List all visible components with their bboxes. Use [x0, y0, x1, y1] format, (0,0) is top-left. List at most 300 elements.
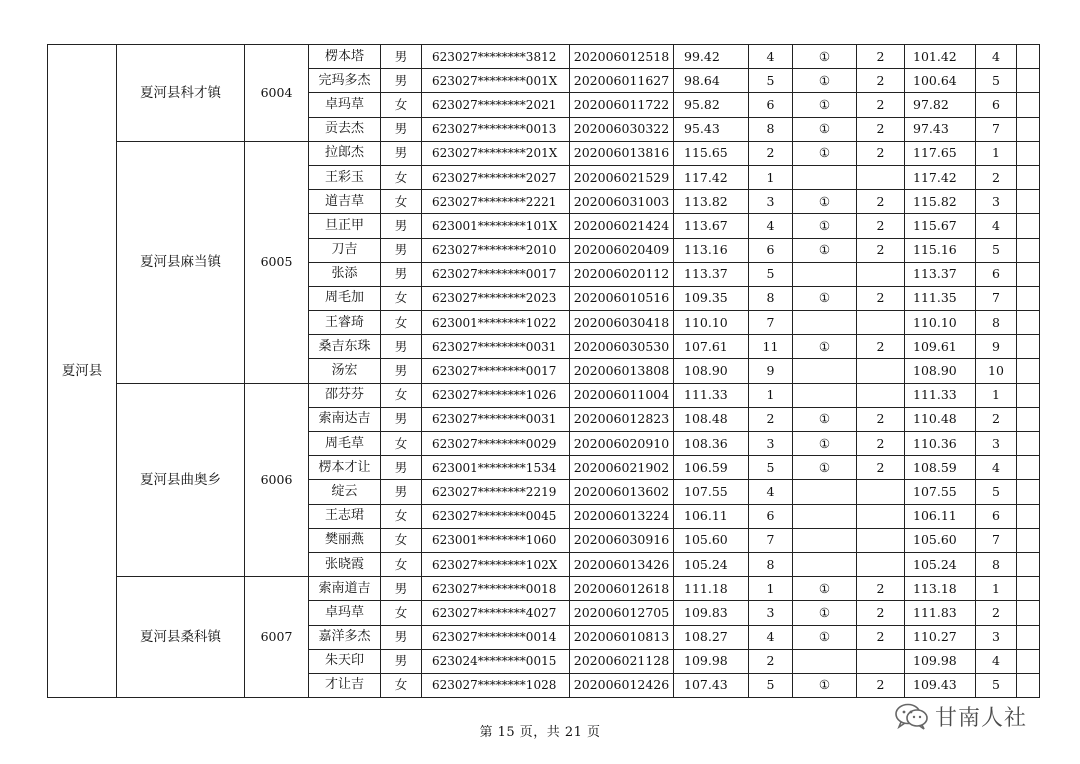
- remarks-cell: [1017, 141, 1040, 165]
- bonus-points-cell: 2: [857, 673, 905, 697]
- page-footer: 第 15 页，共 21 页: [479, 725, 601, 740]
- bonus-points-cell: 2: [857, 456, 905, 480]
- remarks-cell: [1017, 335, 1040, 359]
- gender-cell: 男: [381, 69, 422, 93]
- remarks-cell: [1017, 649, 1040, 673]
- written-rank-cell: 1: [749, 577, 793, 601]
- bonus-type-cell: ①: [793, 214, 857, 238]
- remarks-cell: [1017, 311, 1040, 335]
- written-rank-cell: 3: [749, 190, 793, 214]
- remarks-cell: [1017, 165, 1040, 189]
- admission-number-cell: 202006021902: [570, 456, 674, 480]
- written-rank-cell: 3: [749, 432, 793, 456]
- final-rank-cell: 4: [976, 214, 1017, 238]
- total-score-cell: 105.60: [905, 528, 976, 552]
- wechat-icon: [893, 702, 931, 730]
- final-rank-cell: 4: [976, 456, 1017, 480]
- bonus-points-cell: 2: [857, 625, 905, 649]
- candidate-name: 张添: [309, 262, 381, 286]
- candidate-name: 王志珺: [309, 504, 381, 528]
- unit-cell: 夏河县曲奥乡: [117, 383, 245, 577]
- final-rank-cell: 5: [976, 480, 1017, 504]
- gender-cell: 女: [381, 552, 422, 576]
- total-score-cell: 108.90: [905, 359, 976, 383]
- total-score-cell: 110.10: [905, 311, 976, 335]
- remarks-cell: [1017, 69, 1040, 93]
- bonus-type-cell: ①: [793, 69, 857, 93]
- table-row: [48, 383, 1040, 407]
- id-number-cell: 623027********0018: [422, 577, 570, 601]
- total-score-cell: 109.61: [905, 335, 976, 359]
- total-score-cell: 108.59: [905, 456, 976, 480]
- id-number-cell: 623027********201X: [422, 141, 570, 165]
- gender-cell: 男: [381, 117, 422, 141]
- bonus-type-cell: ①: [793, 673, 857, 697]
- candidate-name: 贡去杰: [309, 117, 381, 141]
- admission-number-cell: 202006021529: [570, 165, 674, 189]
- id-number-cell: 623027********4027: [422, 601, 570, 625]
- written-score-cell: 108.36: [674, 432, 749, 456]
- remarks-cell: [1017, 117, 1040, 141]
- id-number-cell: 623027********2221: [422, 190, 570, 214]
- total-score-cell: 115.67: [905, 214, 976, 238]
- remarks-cell: [1017, 504, 1040, 528]
- watermark: [893, 701, 1027, 731]
- id-number-cell: 623001********1534: [422, 456, 570, 480]
- written-rank-cell: 3: [749, 601, 793, 625]
- total-score-cell: 111.35: [905, 286, 976, 310]
- written-score-cell: 108.27: [674, 625, 749, 649]
- id-number-cell: 623027********0031: [422, 335, 570, 359]
- id-number-cell: 623027********1028: [422, 673, 570, 697]
- candidate-name: 嘉洋多杰: [309, 625, 381, 649]
- bonus-type-cell: ①: [793, 45, 857, 69]
- admission-number-cell: 202006011004: [570, 383, 674, 407]
- gender-cell: 男: [381, 577, 422, 601]
- admission-number-cell: 202006030418: [570, 311, 674, 335]
- bonus-type-cell: ①: [793, 407, 857, 431]
- written-rank-cell: 4: [749, 480, 793, 504]
- gender-cell: 女: [381, 432, 422, 456]
- remarks-cell: [1017, 262, 1040, 286]
- candidate-name: 绽云: [309, 480, 381, 504]
- written-rank-cell: 11: [749, 335, 793, 359]
- candidate-name: 王彩玉: [309, 165, 381, 189]
- bonus-points-cell: 2: [857, 117, 905, 141]
- final-rank-cell: 1: [976, 577, 1017, 601]
- candidate-name: 桑吉东珠: [309, 335, 381, 359]
- candidate-name: 刀吉: [309, 238, 381, 262]
- admission-number-cell: 202006031003: [570, 190, 674, 214]
- id-number-cell: 623027********3812: [422, 45, 570, 69]
- gender-cell: 男: [381, 214, 422, 238]
- bonus-points-cell: 2: [857, 432, 905, 456]
- total-score-cell: 115.16: [905, 238, 976, 262]
- final-rank-cell: 4: [976, 649, 1017, 673]
- bonus-type-cell: [793, 165, 857, 189]
- final-rank-cell: 2: [976, 601, 1017, 625]
- total-score-cell: 111.83: [905, 601, 976, 625]
- gender-cell: 女: [381, 93, 422, 117]
- results-table: [47, 44, 1040, 698]
- written-score-cell: 108.90: [674, 359, 749, 383]
- bonus-points-cell: 2: [857, 190, 905, 214]
- bonus-type-cell: ①: [793, 625, 857, 649]
- position-code-cell: 6005: [245, 141, 309, 383]
- gender-cell: 男: [381, 262, 422, 286]
- written-rank-cell: 2: [749, 407, 793, 431]
- bonus-points-cell: 2: [857, 335, 905, 359]
- written-score-cell: 109.35: [674, 286, 749, 310]
- gender-cell: 女: [381, 286, 422, 310]
- candidate-name: 周毛草: [309, 432, 381, 456]
- admission-number-cell: 202006010813: [570, 625, 674, 649]
- gender-cell: 男: [381, 359, 422, 383]
- bonus-points-cell: [857, 311, 905, 335]
- remarks-cell: [1017, 238, 1040, 262]
- admission-number-cell: 202006012705: [570, 601, 674, 625]
- bonus-points-cell: 2: [857, 601, 905, 625]
- final-rank-cell: 3: [976, 625, 1017, 649]
- id-number-cell: 623027********0017: [422, 359, 570, 383]
- gender-cell: 女: [381, 601, 422, 625]
- final-rank-cell: 6: [976, 93, 1017, 117]
- candidate-name: 道吉草: [309, 190, 381, 214]
- final-rank-cell: 1: [976, 383, 1017, 407]
- gender-cell: 女: [381, 528, 422, 552]
- remarks-cell: [1017, 601, 1040, 625]
- remarks-cell: [1017, 383, 1040, 407]
- final-rank-cell: 9: [976, 335, 1017, 359]
- written-rank-cell: 4: [749, 45, 793, 69]
- bonus-type-cell: ①: [793, 190, 857, 214]
- gender-cell: 男: [381, 141, 422, 165]
- total-score-cell: 109.98: [905, 649, 976, 673]
- position-code-cell: 6004: [245, 45, 309, 142]
- final-rank-cell: 6: [976, 504, 1017, 528]
- admission-number-cell: 202006013816: [570, 141, 674, 165]
- id-number-cell: 623027********2021: [422, 93, 570, 117]
- admission-number-cell: 202006020112: [570, 262, 674, 286]
- remarks-cell: [1017, 214, 1040, 238]
- id-number-cell: 623027********2010: [422, 238, 570, 262]
- bonus-type-cell: [793, 552, 857, 576]
- bonus-points-cell: [857, 262, 905, 286]
- admission-number-cell: 202006021424: [570, 214, 674, 238]
- remarks-cell: [1017, 528, 1040, 552]
- bonus-points-cell: [857, 528, 905, 552]
- admission-number-cell: 202006021128: [570, 649, 674, 673]
- written-score-cell: 113.82: [674, 190, 749, 214]
- candidate-name: 完玛多杰: [309, 69, 381, 93]
- gender-cell: 女: [381, 504, 422, 528]
- candidate-name: 汤宏: [309, 359, 381, 383]
- written-rank-cell: 7: [749, 528, 793, 552]
- total-score-cell: 109.43: [905, 673, 976, 697]
- id-number-cell: 623027********1026: [422, 383, 570, 407]
- bonus-type-cell: ①: [793, 117, 857, 141]
- total-score-cell: 111.33: [905, 383, 976, 407]
- written-score-cell: 111.18: [674, 577, 749, 601]
- unit-cell: 夏河县麻当镇: [117, 141, 245, 383]
- final-rank-cell: 7: [976, 117, 1017, 141]
- written-score-cell: 107.61: [674, 335, 749, 359]
- admission-number-cell: 202006030916: [570, 528, 674, 552]
- bonus-points-cell: 2: [857, 214, 905, 238]
- written-score-cell: 117.42: [674, 165, 749, 189]
- bonus-type-cell: [793, 262, 857, 286]
- written-score-cell: 111.33: [674, 383, 749, 407]
- final-rank-cell: 5: [976, 69, 1017, 93]
- final-rank-cell: 5: [976, 238, 1017, 262]
- candidate-name: 王睿琦: [309, 311, 381, 335]
- candidate-name: 卓玛草: [309, 93, 381, 117]
- final-rank-cell: 8: [976, 311, 1017, 335]
- remarks-cell: [1017, 359, 1040, 383]
- gender-cell: 男: [381, 238, 422, 262]
- bonus-points-cell: 2: [857, 93, 905, 117]
- total-score-cell: 100.64: [905, 69, 976, 93]
- bonus-type-cell: [793, 649, 857, 673]
- candidate-name: 邵芬芬: [309, 383, 381, 407]
- final-rank-cell: 3: [976, 190, 1017, 214]
- bonus-points-cell: 2: [857, 69, 905, 93]
- candidate-name: 卓玛草: [309, 601, 381, 625]
- candidate-name: 周毛加: [309, 286, 381, 310]
- final-rank-cell: 3: [976, 432, 1017, 456]
- id-number-cell: 623027********0017: [422, 262, 570, 286]
- admission-number-cell: 202006020409: [570, 238, 674, 262]
- id-number-cell: 623027********2023: [422, 286, 570, 310]
- gender-cell: 男: [381, 45, 422, 69]
- id-number-cell: 623027********0045: [422, 504, 570, 528]
- written-rank-cell: 6: [749, 93, 793, 117]
- gender-cell: 男: [381, 407, 422, 431]
- total-score-cell: 117.42: [905, 165, 976, 189]
- written-score-cell: 99.42: [674, 45, 749, 69]
- written-rank-cell: 6: [749, 238, 793, 262]
- bonus-points-cell: [857, 165, 905, 189]
- remarks-cell: [1017, 480, 1040, 504]
- written-score-cell: 107.55: [674, 480, 749, 504]
- bonus-points-cell: 2: [857, 577, 905, 601]
- final-rank-cell: 2: [976, 407, 1017, 431]
- bonus-type-cell: ①: [793, 335, 857, 359]
- position-code-cell: 6006: [245, 383, 309, 577]
- candidate-name: 楞本才让: [309, 456, 381, 480]
- written-rank-cell: 1: [749, 383, 793, 407]
- remarks-cell: [1017, 190, 1040, 214]
- position-code-cell: 6007: [245, 577, 309, 698]
- written-score-cell: 98.64: [674, 69, 749, 93]
- gender-cell: 男: [381, 649, 422, 673]
- written-rank-cell: 1: [749, 165, 793, 189]
- candidate-name: 索南道吉: [309, 577, 381, 601]
- bonus-type-cell: [793, 311, 857, 335]
- bonus-type-cell: ①: [793, 601, 857, 625]
- unit-cell: 夏河县科才镇: [117, 45, 245, 142]
- written-rank-cell: 5: [749, 673, 793, 697]
- id-number-cell: 623027********2219: [422, 480, 570, 504]
- total-score-cell: 113.37: [905, 262, 976, 286]
- written-rank-cell: 6: [749, 504, 793, 528]
- bonus-points-cell: 2: [857, 141, 905, 165]
- remarks-cell: [1017, 673, 1040, 697]
- id-number-cell: 623027********102X: [422, 552, 570, 576]
- bonus-type-cell: ①: [793, 432, 857, 456]
- written-score-cell: 108.48: [674, 407, 749, 431]
- final-rank-cell: 4: [976, 45, 1017, 69]
- total-score-cell: 110.36: [905, 432, 976, 456]
- bonus-points-cell: [857, 552, 905, 576]
- admission-number-cell: 202006013224: [570, 504, 674, 528]
- remarks-cell: [1017, 407, 1040, 431]
- id-number-cell: 623027********0014: [422, 625, 570, 649]
- written-rank-cell: 2: [749, 141, 793, 165]
- written-score-cell: 110.10: [674, 311, 749, 335]
- id-number-cell: 623027********0029: [422, 432, 570, 456]
- gender-cell: 女: [381, 673, 422, 697]
- id-number-cell: 623024********0015: [422, 649, 570, 673]
- final-rank-cell: 5: [976, 673, 1017, 697]
- candidate-name: 拉郎杰: [309, 141, 381, 165]
- written-score-cell: 115.65: [674, 141, 749, 165]
- total-score-cell: 117.65: [905, 141, 976, 165]
- remarks-cell: [1017, 93, 1040, 117]
- bonus-type-cell: [793, 359, 857, 383]
- bonus-points-cell: 2: [857, 286, 905, 310]
- final-rank-cell: 8: [976, 552, 1017, 576]
- bonus-type-cell: ①: [793, 286, 857, 310]
- bonus-points-cell: [857, 359, 905, 383]
- gender-cell: 男: [381, 335, 422, 359]
- final-rank-cell: 2: [976, 165, 1017, 189]
- admission-number-cell: 202006013426: [570, 552, 674, 576]
- gender-cell: 女: [381, 311, 422, 335]
- id-number-cell: 623001********101X: [422, 214, 570, 238]
- written-score-cell: 113.37: [674, 262, 749, 286]
- bonus-type-cell: [793, 528, 857, 552]
- bonus-points-cell: 2: [857, 407, 905, 431]
- id-number-cell: 623027********0013: [422, 117, 570, 141]
- final-rank-cell: 10: [976, 359, 1017, 383]
- gender-cell: 女: [381, 190, 422, 214]
- written-score-cell: 107.43: [674, 673, 749, 697]
- admission-number-cell: 202006030322: [570, 117, 674, 141]
- written-score-cell: 95.82: [674, 93, 749, 117]
- remarks-cell: [1017, 456, 1040, 480]
- bonus-type-cell: ①: [793, 577, 857, 601]
- written-rank-cell: 8: [749, 286, 793, 310]
- total-score-cell: 110.48: [905, 407, 976, 431]
- bonus-type-cell: [793, 383, 857, 407]
- total-score-cell: 115.82: [905, 190, 976, 214]
- id-number-cell: 623001********1022: [422, 311, 570, 335]
- final-rank-cell: 7: [976, 528, 1017, 552]
- written-rank-cell: 5: [749, 456, 793, 480]
- table-row: [48, 45, 1040, 69]
- table-row: [48, 141, 1040, 165]
- remarks-cell: [1017, 625, 1040, 649]
- admission-number-cell: 202006011722: [570, 93, 674, 117]
- bonus-type-cell: [793, 480, 857, 504]
- admission-number-cell: 202006013602: [570, 480, 674, 504]
- written-rank-cell: 8: [749, 552, 793, 576]
- admission-number-cell: 202006012518: [570, 45, 674, 69]
- written-rank-cell: 4: [749, 625, 793, 649]
- watermark-text: 甘南人社: [935, 705, 1028, 731]
- written-score-cell: 105.24: [674, 552, 749, 576]
- candidate-name: 楞本塔: [309, 45, 381, 69]
- final-rank-cell: 1: [976, 141, 1017, 165]
- total-score-cell: 106.11: [905, 504, 976, 528]
- admission-number-cell: 202006010516: [570, 286, 674, 310]
- total-score-cell: 113.18: [905, 577, 976, 601]
- written-score-cell: 105.60: [674, 528, 749, 552]
- id-number-cell: 623001********1060: [422, 528, 570, 552]
- admission-number-cell: 202006012426: [570, 673, 674, 697]
- admission-number-cell: 202006020910: [570, 432, 674, 456]
- candidate-name: 才让吉: [309, 673, 381, 697]
- bonus-type-cell: ①: [793, 141, 857, 165]
- gender-cell: 女: [381, 165, 422, 189]
- county-cell: 夏河县: [48, 45, 117, 698]
- written-rank-cell: 8: [749, 117, 793, 141]
- candidate-name: 张晓霞: [309, 552, 381, 576]
- admission-number-cell: 202006012823: [570, 407, 674, 431]
- written-score-cell: 113.16: [674, 238, 749, 262]
- bonus-points-cell: [857, 504, 905, 528]
- total-score-cell: 105.24: [905, 552, 976, 576]
- written-rank-cell: 2: [749, 649, 793, 673]
- total-score-cell: 110.27: [905, 625, 976, 649]
- written-score-cell: 106.59: [674, 456, 749, 480]
- total-score-cell: 101.42: [905, 45, 976, 69]
- written-score-cell: 113.67: [674, 214, 749, 238]
- final-rank-cell: 7: [976, 286, 1017, 310]
- bonus-type-cell: [793, 504, 857, 528]
- remarks-cell: [1017, 286, 1040, 310]
- bonus-points-cell: [857, 383, 905, 407]
- final-rank-cell: 6: [976, 262, 1017, 286]
- candidate-name: 朱天印: [309, 649, 381, 673]
- written-rank-cell: 5: [749, 262, 793, 286]
- candidate-name: 索南达吉: [309, 407, 381, 431]
- bonus-type-cell: ①: [793, 93, 857, 117]
- written-rank-cell: 4: [749, 214, 793, 238]
- unit-cell: 夏河县桑科镇: [117, 577, 245, 698]
- written-score-cell: 95.43: [674, 117, 749, 141]
- admission-number-cell: 202006012618: [570, 577, 674, 601]
- remarks-cell: [1017, 432, 1040, 456]
- written-rank-cell: 9: [749, 359, 793, 383]
- written-rank-cell: 5: [749, 69, 793, 93]
- candidate-name: 旦正甲: [309, 214, 381, 238]
- id-number-cell: 623027********001X: [422, 69, 570, 93]
- total-score-cell: 97.82: [905, 93, 976, 117]
- gender-cell: 男: [381, 625, 422, 649]
- id-number-cell: 623027********2027: [422, 165, 570, 189]
- bonus-type-cell: ①: [793, 456, 857, 480]
- total-score-cell: 97.43: [905, 117, 976, 141]
- bonus-points-cell: 2: [857, 238, 905, 262]
- written-score-cell: 109.83: [674, 601, 749, 625]
- remarks-cell: [1017, 552, 1040, 576]
- written-rank-cell: 7: [749, 311, 793, 335]
- candidate-name: 樊丽燕: [309, 528, 381, 552]
- written-score-cell: 106.11: [674, 504, 749, 528]
- bonus-points-cell: [857, 649, 905, 673]
